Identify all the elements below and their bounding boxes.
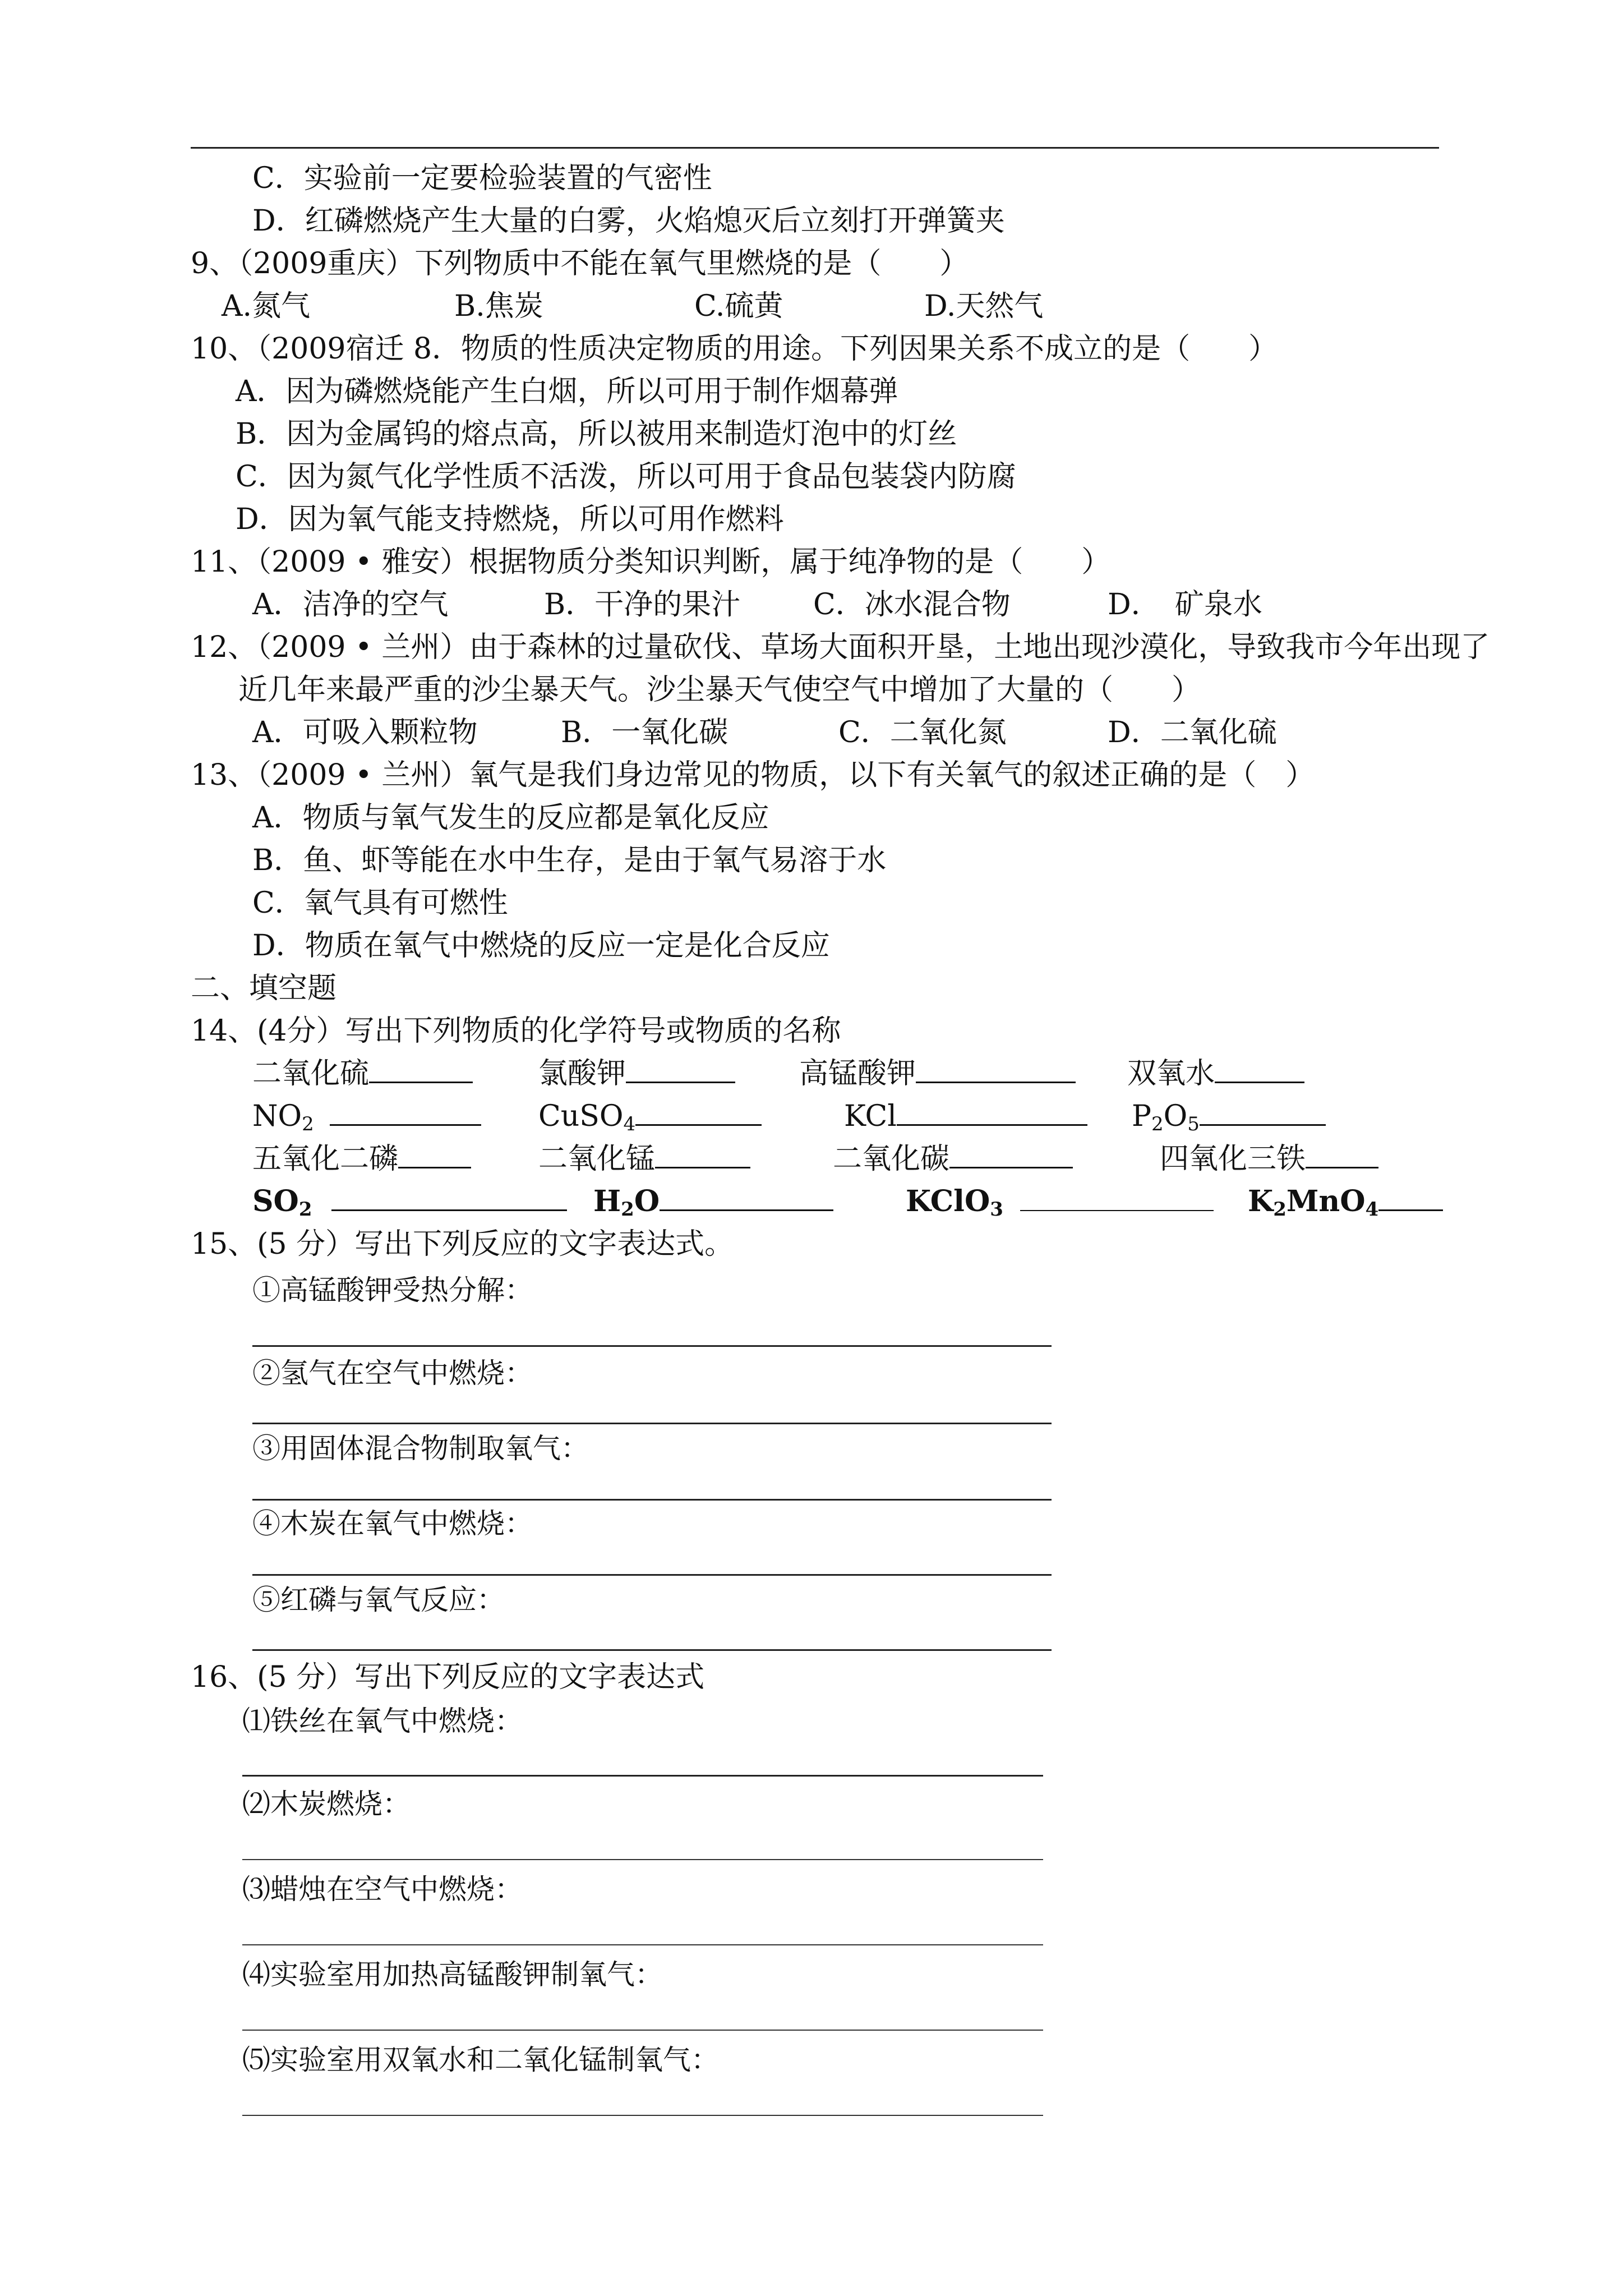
q14-stem: 14、(4分）写出下列物质的化学符号或物质的名称 xyxy=(191,1014,841,1048)
q10-option-c: C．因为氮气化学性质不活泼，所以可用于食品包装袋内防腐 xyxy=(236,460,1016,494)
header-rule xyxy=(191,147,1439,149)
q14-item-kclo3: KClO$_3$ xyxy=(906,1185,1214,1218)
q8-option-c: C．实验前一定要检验装置的气密性 xyxy=(252,162,712,195)
answer-blank[interactable] xyxy=(626,1057,735,1083)
q14-item-hydrogen-peroxide: 双氧水 xyxy=(1127,1057,1304,1091)
q12-option-d: D．二氧化硫 xyxy=(1108,716,1277,749)
q15-stem: 15、(5 分）写出下列反应的文字表达式。 xyxy=(191,1227,734,1261)
q13-option-d: D．物质在氧气中燃烧的反应一定是化合反应 xyxy=(252,929,830,963)
answer-blank[interactable] xyxy=(635,1099,762,1126)
q12-option-b: B．一氧化碳 xyxy=(561,716,728,749)
q11-stem: 11、（2009 • 雅安）根据物质分类知识判断，属于纯净物的是（ ） xyxy=(191,545,1111,579)
answer-line[interactable] xyxy=(252,1574,1052,1576)
answer-blank[interactable] xyxy=(1306,1142,1378,1168)
q13-option-c: C．氧气具有可燃性 xyxy=(252,886,508,920)
q14-item-no2: $NO_2$ xyxy=(252,1099,481,1133)
q12-stem-line1: 12、（2009 • 兰州）由于森林的过量砍伐、草场大面积开垦，土地出现沙漠化，导致我市今年出现了 xyxy=(191,631,1490,664)
answer-blank[interactable] xyxy=(1215,1057,1304,1083)
answer-blank[interactable] xyxy=(897,1099,1087,1126)
q16-item-1: ⑴铁丝在氧气中燃烧： xyxy=(242,1705,523,1737)
q16-item-3: ⑶蜡烛在空气中燃烧： xyxy=(242,1873,523,1906)
q8-option-d: D．红磷燃烧产生大量的白雾，火焰熄灭后立刻打开弹簧夹 xyxy=(252,204,1005,238)
q10-option-a: A．因为磷燃烧能产生白烟，所以可用于制作烟幕弹 xyxy=(236,375,898,408)
answer-blank[interactable] xyxy=(660,1185,833,1211)
q16-item-4: ⑷实验室用加热高锰酸钾制氧气： xyxy=(242,1958,663,1991)
q10-stem: 10、（2009宿迁 8．物质的性质决定物质的用途。下列因果关系不成立的是（ ） xyxy=(191,332,1278,366)
answer-line[interactable] xyxy=(252,1499,1052,1501)
q14-item-potassium-chlorate: 氯酸钾 xyxy=(538,1057,735,1091)
q9-option-a: A.氮气 xyxy=(222,289,311,323)
q14-item-manganese-dioxide: 二氧化锰 xyxy=(538,1142,750,1176)
q10-option-b: B．因为金属钨的熔点高，所以被用来制造灯泡中的灯丝 xyxy=(236,417,957,451)
q14-item-p2o5: $P_2O_5$ xyxy=(1132,1099,1326,1133)
answer-line[interactable] xyxy=(252,1345,1052,1347)
q15-item-2: ②氢气在空气中燃烧： xyxy=(252,1357,533,1389)
answer-line[interactable] xyxy=(242,1775,1043,1777)
q11-option-c: C．冰水混合物 xyxy=(813,588,1011,622)
answer-line[interactable] xyxy=(242,2030,1043,2031)
q14-item-potassium-permanganate: 高锰酸钾 xyxy=(799,1057,1076,1091)
section-heading: 二、填空题 xyxy=(191,972,337,1005)
answer-line[interactable] xyxy=(252,1649,1052,1651)
q14-item-phosphorus-pentoxide: 五氧化二磷 xyxy=(252,1142,471,1176)
answer-line[interactable] xyxy=(242,1944,1043,1945)
q13-option-b: B．鱼、虾等能在水中生存，是由于氧气易溶于水 xyxy=(252,844,887,877)
answer-blank[interactable] xyxy=(398,1142,471,1168)
q14-item-h2o: $H_2O$ xyxy=(593,1185,833,1218)
answer-blank[interactable] xyxy=(655,1142,750,1168)
answer-blank[interactable] xyxy=(330,1099,481,1126)
q14-item-k2mno4: $K_2MnO_4$ xyxy=(1248,1185,1443,1218)
q13-option-a: A．物质与氧气发生的反应都是氧化反应 xyxy=(252,801,769,835)
q10-option-d: D．因为氧气能支持燃烧，所以可用作燃料 xyxy=(236,503,784,536)
answer-line[interactable] xyxy=(252,1423,1052,1424)
answer-blank[interactable] xyxy=(1378,1185,1443,1211)
q15-item-3: ③用固体混合物制取氧气： xyxy=(252,1432,589,1465)
q11-option-a: A．洁净的空气 xyxy=(252,588,449,622)
q12-stem-line2: 近几年来最严重的沙尘暴天气。沙尘暴天气使空气中增加了大量的（ ） xyxy=(238,673,1201,707)
q16-stem: 16、(5 分）写出下列反应的文字表达式 xyxy=(191,1660,705,1694)
q14-item-iron-oxide: 四氧化三铁 xyxy=(1160,1142,1378,1176)
q9-option-d: D.天然气 xyxy=(924,289,1044,323)
answer-blank[interactable] xyxy=(1020,1185,1214,1211)
q13-stem: 13、（2009 • 兰州）氧气是我们身边常见的物质，以下有关氧气的叙述正确的是（ ） xyxy=(191,758,1315,792)
q9-option-c: C.硫黄 xyxy=(694,289,783,323)
q14-item-so2: $SO_2$ xyxy=(252,1185,567,1218)
q15-item-5: ⑤红磷与氧气反应： xyxy=(252,1584,505,1616)
answer-blank[interactable] xyxy=(916,1057,1076,1083)
q15-item-4: ④木炭在氧气中燃烧： xyxy=(252,1507,533,1540)
answer-line[interactable] xyxy=(242,2115,1043,2116)
q16-item-2: ⑵木炭燃烧： xyxy=(242,1788,411,1820)
q14-item-kcl: KCl xyxy=(844,1099,1087,1133)
q9-stem: 9、（2009重庆）下列物质中不能在氧气里燃烧的是（ ） xyxy=(191,247,969,280)
answer-blank[interactable] xyxy=(949,1142,1073,1168)
answer-blank[interactable] xyxy=(331,1185,567,1211)
q14-item-cuso4: CuSO$_4$ xyxy=(538,1099,762,1133)
q16-item-5: ⑸实验室用双氧水和二氧化锰制氧气： xyxy=(242,2044,719,2076)
q14-item-carbon-dioxide: 二氧化碳 xyxy=(833,1142,1073,1176)
q12-option-a: A．可吸入颗粒物 xyxy=(252,716,478,749)
q14-item-sulfur-dioxide: 二氧化硫 xyxy=(252,1057,473,1091)
answer-blank[interactable] xyxy=(1200,1099,1326,1126)
q15-item-1: ①高锰酸钾受热分解： xyxy=(252,1274,533,1306)
q12-option-c: C．二氧化氮 xyxy=(838,716,1007,749)
q11-option-b: B．干净的果汁 xyxy=(544,588,741,622)
answer-blank[interactable] xyxy=(369,1057,473,1083)
q9-option-b: B.焦炭 xyxy=(454,289,543,323)
q11-option-d: D． 矿泉水 xyxy=(1108,588,1262,622)
answer-line[interactable] xyxy=(242,1859,1043,1860)
